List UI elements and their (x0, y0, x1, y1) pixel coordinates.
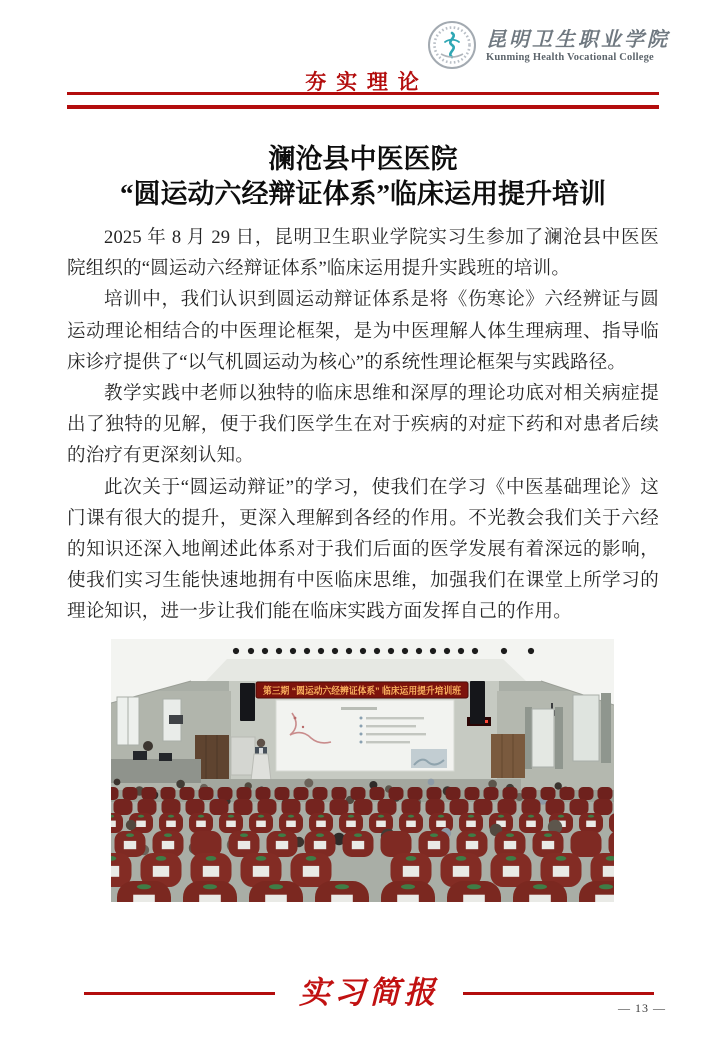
college-name-chinese: 昆明卫生职业学院 (486, 26, 670, 51)
college-name (486, 27, 670, 64)
header-divider-rule (67, 92, 659, 109)
article-paragraph-1: 2025 年 8 月 29 日，昆明卫生职业学院实习生参加了澜沧县中医医院组织的“圆运动六经辩证体系”临床运用提升实践班的培训。 (67, 228, 659, 280)
training-photo (111, 639, 614, 902)
college-seal-icon (427, 20, 477, 70)
lecture-hall-scene (111, 639, 614, 902)
footer-rule-right (463, 992, 654, 995)
college-name-english: Kunming Health Vocational College (486, 51, 654, 63)
stage-banner (256, 682, 478, 698)
college-brand (427, 20, 670, 70)
section-title: 夯 实 理 论 (305, 71, 421, 94)
article-paragraph-4: 此次关于“圆运动辩证”的学习，使我们在学习《中医基础理论》这门课有很大的提升，更深入理解到各经的作用。不光教会我们关于六经的知识还深入地阐述此体系对于我们后面的医学发展有着深远的影响，使我们实习生能快速地拥有中医临床思维，加强我们在课堂上所学习的理论知识，进一步让我们能在临床实践方面发挥自己的作用。 (67, 477, 659, 623)
article-body (67, 223, 659, 629)
article-paragraph-3: 教学实践中老师以独特的临床思维和深厚的理论功底对相关病症提出了独特的见解，便于我们医学生在对于疾病的对症下药和对患者后续的治疗有更深刻认知。 (67, 384, 659, 467)
article-paragraph-2: 培训中，我们认识到圆运动辩证体系是将《伤寒论》六经辨证与圆运动理论相结合的中医理论框架，是为中医理解人体生理病理、指导临床诊疗提供了“以气机圆运动为核心”的系统性理论框架与实践路径。 (67, 290, 659, 373)
footer-title: 实习简报 (299, 975, 439, 1011)
podium (251, 754, 271, 781)
article (67, 142, 659, 902)
page-footer (84, 974, 654, 1012)
right-speaker (470, 681, 485, 724)
footer-rule-left (84, 992, 275, 995)
left-speaker (240, 683, 255, 721)
article-title (67, 142, 659, 212)
article-title-line1: 澜沧县中医医院 (268, 144, 458, 174)
page-number: — 13 — (618, 1001, 666, 1015)
right-door (491, 734, 525, 778)
speaker-head (257, 738, 265, 746)
stage-banner-text: 第三期 “圆运动六经辨证体系” 临床运用提升培训班 (263, 685, 478, 697)
article-title-line2: “圆运动六经辩证体系”临床运用提升培训 (120, 179, 606, 209)
projection-screen (276, 700, 454, 771)
